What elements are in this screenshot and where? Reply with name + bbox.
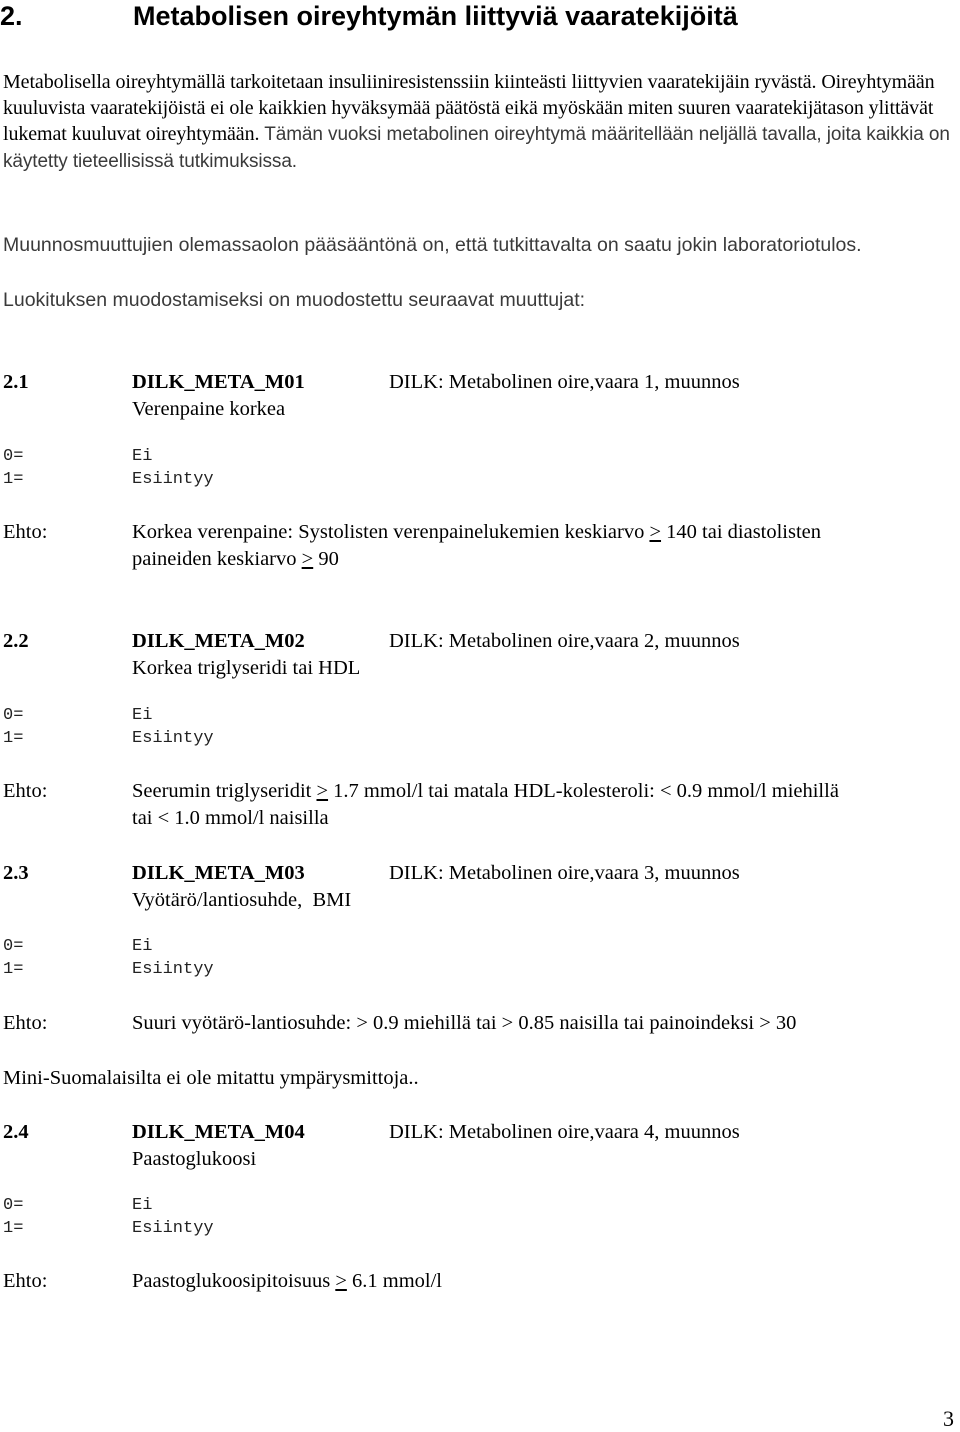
- condition-text: 90: [313, 548, 339, 570]
- variable-description: DILK: Metabolinen oire,vaara 4, muunnos: [389, 1121, 740, 1143]
- condition-line: [132, 546, 339, 573]
- condition-operator: >: [335, 1270, 347, 1292]
- code-zero-label: Ei: [132, 1196, 153, 1215]
- condition-line: [132, 1268, 442, 1295]
- variable-name: DILK_META_M02: [132, 630, 305, 652]
- variable-number: 2.3: [3, 862, 29, 884]
- condition-text: Korkea verenpaine: Systolisten verenpainelukemien keskiarvo: [132, 521, 650, 543]
- condition-text: Suuri vyötärö-lantiosuhde: > 0.9 miehillä tai > 0.85 naisilla tai painoindeksi > 30: [132, 1012, 797, 1034]
- code-zero: 0=: [3, 1196, 24, 1215]
- code-zero-label: Ei: [132, 447, 153, 466]
- rule-paragraph: Muunnosmuuttujien olemassaolon pääsääntönä on, että tutkittavalta on saatu jokin laboratoriotulos.: [3, 234, 862, 256]
- variable-number: 2.1: [3, 371, 29, 393]
- variable-description: DILK: Metabolinen oire,vaara 1, muunnos: [389, 371, 740, 393]
- classification-paragraph: Luokituksen muodostamiseksi on muodostettu seuraavat muuttujat:: [3, 289, 586, 311]
- code-one: 1=: [3, 1219, 24, 1238]
- code-zero: 0=: [3, 706, 24, 725]
- condition-label: Ehto:: [3, 1012, 48, 1034]
- variable-description: DILK: Metabolinen oire,vaara 3, muunnos: [389, 862, 740, 884]
- section-number: 2.: [0, 1, 23, 31]
- condition-text: 6.1 mmol/l: [346, 1270, 442, 1292]
- code-one-label: Esiintyy: [132, 1219, 214, 1238]
- variable-subtitle: Paastoglukoosi: [132, 1148, 257, 1170]
- condition-text: 140 tai diastolisten: [661, 521, 822, 543]
- code-one: 1=: [3, 729, 24, 748]
- condition-label: Ehto:: [3, 1270, 48, 1292]
- condition-label: Ehto:: [3, 780, 48, 802]
- condition-line: [132, 778, 839, 805]
- intro-text-sans: Tämän vuoksi metabolinen oireyhtymä määritellään neljällä tavalla, joita kaikkia on käytetty tieteellisissä tutkimuksissa.: [3, 124, 950, 172]
- code-one-label: Esiintyy: [132, 729, 214, 748]
- section-title: Metabolisen oireyhtymän liittyviä vaaratekijöitä: [133, 1, 738, 31]
- page-number: 3: [943, 1406, 954, 1431]
- condition-label: Ehto:: [3, 521, 48, 543]
- variable-subtitle: Korkea triglyseridi tai HDL: [132, 657, 361, 679]
- intro-paragraph: [3, 69, 960, 175]
- code-zero-label: Ei: [132, 706, 153, 725]
- variable-name: DILK_META_M01: [132, 371, 305, 393]
- intro-text-serif: Metabolisella oireyhtymällä tarkoitetaan insuliiniresistenssiin kiinteästi liittyvien vaaratekijäin ryvästä. Oireyhtymään kuuluvista vaaratekijöistä ei ole kaikkien hyväksymää päätöstä eikä myöskään miten suuren vaaratekijätason ylittävät lukemat kuuluvat oireyhtymään.: [3, 71, 935, 145]
- code-one: 1=: [3, 470, 24, 489]
- code-one: 1=: [3, 960, 24, 979]
- condition-operator: >: [301, 548, 314, 570]
- condition-text: tai < 1.0 mmol/l naisilla: [132, 807, 329, 829]
- condition-operator: >: [316, 780, 329, 802]
- variable-name: DILK_META_M03: [132, 862, 305, 884]
- variable-subtitle: Vyötärö/lantiosuhde, BMI: [132, 889, 352, 911]
- variable-number: 2.4: [3, 1121, 29, 1143]
- code-one-label: Esiintyy: [132, 960, 214, 979]
- variable-description: DILK: Metabolinen oire,vaara 2, muunnos: [389, 630, 740, 652]
- condition-text: 1.7 mmol/l tai matala HDL-kolesteroli: < 0.9 mmol/l miehillä: [328, 780, 839, 802]
- variable-subtitle: Verenpaine korkea: [132, 398, 286, 420]
- variable-name: DILK_META_M04: [132, 1121, 305, 1143]
- code-zero-label: Ei: [132, 937, 153, 956]
- condition-line: [132, 519, 821, 546]
- section-heading: [0, 0, 960, 32]
- code-zero: 0=: [3, 447, 24, 466]
- condition-text: Paastoglukoosipitoisuus: [132, 1270, 336, 1292]
- condition-text: paineiden keskiarvo: [132, 548, 302, 570]
- variable-number: 2.2: [3, 630, 29, 652]
- condition-text: Seerumin triglyseridit: [132, 780, 317, 802]
- code-zero: 0=: [3, 937, 24, 956]
- measurement-note: Mini-Suomalaisilta ei ole mitattu ympärysmittoja..: [3, 1067, 419, 1089]
- condition-operator: >: [649, 521, 662, 543]
- code-one-label: Esiintyy: [132, 470, 214, 489]
